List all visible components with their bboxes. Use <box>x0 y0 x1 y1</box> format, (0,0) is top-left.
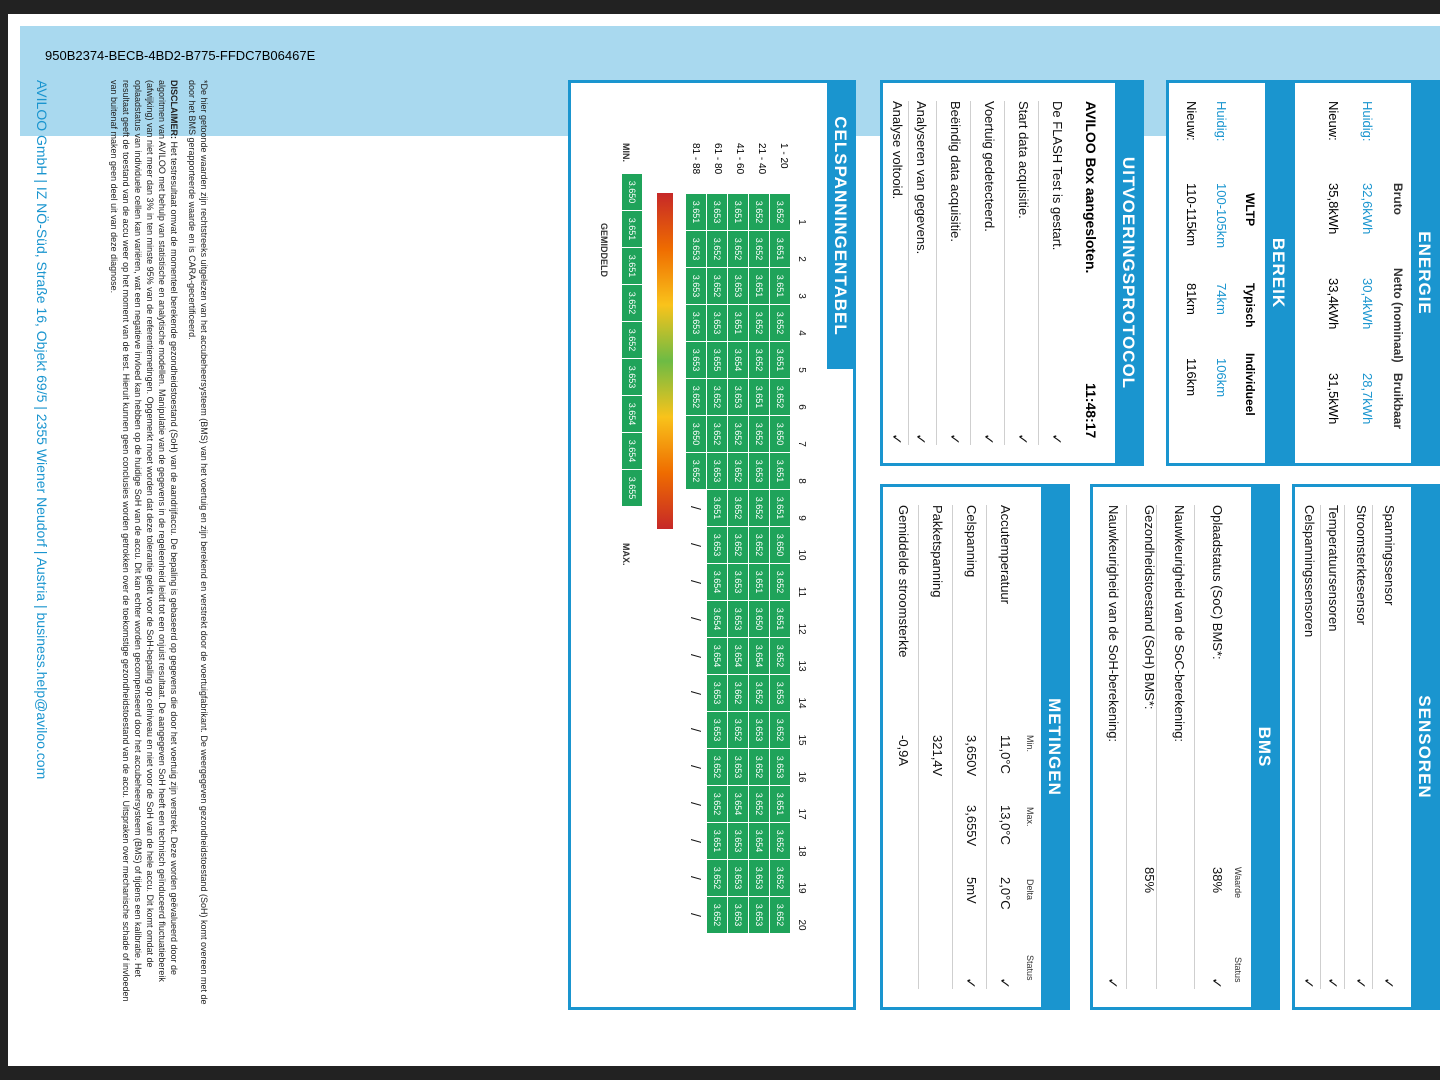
cell-voltage: 3.653 <box>728 564 749 601</box>
cell-voltage: 3.651 <box>770 268 791 305</box>
cell-voltage: 3.652 <box>770 897 791 934</box>
check-icon: ✓ <box>981 433 997 445</box>
cell-voltage: 3.653 <box>749 453 770 490</box>
bms-panel <box>1090 484 1280 1010</box>
legend-value: 3.654 <box>622 433 643 470</box>
bms-row: Gezondheidstoestand (SoH) BMS*: 85% <box>1126 505 1157 989</box>
cell-voltage: 3.650 <box>749 601 770 638</box>
bms-row: Nauwkeurigheid van de SoH-berekening: ✓ <box>1105 505 1121 989</box>
cell-voltage: 3.653 <box>728 268 749 305</box>
cell-row-label: 81 - 88 <box>690 143 701 175</box>
cell-voltage: 3.654 <box>728 342 749 379</box>
cell-column-number: 8 <box>792 463 813 500</box>
cell-voltage: 3.651 <box>770 231 791 268</box>
cell-voltage: 3.652 <box>749 194 770 231</box>
cell-voltage: 3.654 <box>707 638 728 675</box>
cell-voltage: 3.652 <box>770 823 791 860</box>
bms-col-status: Status <box>1233 957 1243 983</box>
check-icon: ✓ <box>913 433 929 445</box>
cell-row <box>686 194 707 934</box>
cell-voltage: 3.653 <box>770 749 791 786</box>
legend-value: 3.651 <box>622 248 643 285</box>
cell-voltage: 3.652 <box>686 453 707 490</box>
cell-column-number: 2 <box>792 241 813 278</box>
cell-column-number: 4 <box>792 315 813 352</box>
cell-column-number: 17 <box>792 796 813 833</box>
cell-voltage: 3.651 <box>707 490 728 527</box>
cell-voltage: 3.652 <box>728 453 749 490</box>
bms-row: Oplaadstatus (SoC) BMS*: 38% ✓ <box>1194 505 1225 989</box>
cell-voltage: 3.652 <box>749 305 770 342</box>
cell-column-number: 13 <box>792 648 813 685</box>
cell-voltage: 3.651 <box>770 490 791 527</box>
cell-voltage: 3.651 <box>770 601 791 638</box>
cell-voltage: 3.652 <box>749 675 770 712</box>
cell-voltage: 3.653 <box>707 712 728 749</box>
cell-voltage: 3.662 <box>728 675 749 712</box>
cell-voltage-title: CELSPANNINGENTABEL <box>827 83 853 369</box>
cell-voltage: 3.653 <box>686 305 707 342</box>
cell-voltage: 3.653 <box>728 601 749 638</box>
cell-voltage: 3.653 <box>728 860 749 897</box>
metingen-col-min: Min. <box>1025 735 1035 753</box>
cell-column-number: 20 <box>792 907 813 944</box>
cell-voltage: 3.653 <box>728 379 749 416</box>
metingen-row: Accutemperatuur 11,0°C 13,0°C 2,0°C ✓ <box>986 505 1013 989</box>
cell-column-number: 19 <box>792 870 813 907</box>
sensor-item: Temperatuursensoren ✓ <box>1320 505 1341 989</box>
check-icon: ✓ <box>997 977 1013 989</box>
energie-value: 35,8kWh <box>1326 183 1341 235</box>
check-icon: ✓ <box>1325 977 1341 989</box>
disclaimer-label: DISCLAIMER: <box>169 80 179 139</box>
cell-voltage: 3.652 <box>707 231 728 268</box>
check-icon: ✓ <box>1015 433 1031 445</box>
energie-value: 31,5kWh <box>1326 373 1341 425</box>
cell-voltage: 3.652 <box>749 786 770 823</box>
cell-column-number: 9 <box>792 500 813 537</box>
cell-voltage: 3.652 <box>728 490 749 527</box>
cell-column-number: 1 <box>792 204 813 241</box>
cell-voltage: 3.654 <box>749 823 770 860</box>
cell-column-number: 10 <box>792 537 813 574</box>
check-icon: ✓ <box>963 977 979 989</box>
check-icon: ✓ <box>1353 977 1369 989</box>
cell-voltage: / <box>686 823 707 860</box>
check-icon: ✓ <box>1105 977 1121 989</box>
cell-voltage: / <box>686 749 707 786</box>
energie-panel <box>1292 80 1440 466</box>
metingen-row: Celspanning 3,650V 3,655V 5mV ✓ <box>952 505 979 989</box>
check-icon: ✓ <box>1209 977 1225 989</box>
cell-voltage: 3.652 <box>749 416 770 453</box>
cell-voltage: 3.653 <box>686 342 707 379</box>
rotated-report-content <box>8 14 1440 1066</box>
company-footer: AVILOO GmbH | IZ NÖ-Süd, Straße 16, Objekt 69/5 | 2355 Wiener Neudorf | Austria | business.help@aviloo.com <box>34 80 50 780</box>
cell-voltage: 3.652 <box>749 342 770 379</box>
cell-voltage: 3.652 <box>749 231 770 268</box>
voltage-color-scale <box>657 193 673 529</box>
cell-column-number: 14 <box>792 685 813 722</box>
cell-voltage: 3.651 <box>770 453 791 490</box>
cell-voltage: 3.652 <box>770 860 791 897</box>
bms-title: BMS <box>1251 487 1277 1007</box>
cell-voltage: / <box>686 601 707 638</box>
energie-value: 30,4kWh <box>1360 278 1375 330</box>
protocol-panel <box>880 80 1144 466</box>
cell-voltage: 3.652 <box>728 712 749 749</box>
cell-voltage: / <box>686 564 707 601</box>
metingen-col-max: Max. <box>1025 807 1035 827</box>
energie-value: 32,6kWh <box>1360 183 1375 235</box>
bereik-row-label: Nieuw: <box>1184 101 1199 141</box>
protocol-step: Voertuig gedetecteerd. ✓ <box>970 101 997 445</box>
cell-row <box>749 194 770 934</box>
check-icon: ✓ <box>889 433 905 445</box>
cell-voltage: 3.653 <box>749 712 770 749</box>
cell-voltage: 3.653 <box>707 675 728 712</box>
cell-voltage: 3.655 <box>707 342 728 379</box>
cell-row-label: 21 - 40 <box>756 143 767 175</box>
cell-column-number: 16 <box>792 759 813 796</box>
legend-value: 3.653 <box>622 359 643 396</box>
cell-voltage: / <box>686 860 707 897</box>
cell-voltage: 3.650 <box>770 416 791 453</box>
metingen-title: METINGEN <box>1041 487 1067 1007</box>
cell-voltage: 3.652 <box>728 416 749 453</box>
cell-column-number: 18 <box>792 833 813 870</box>
energie-row-label: Huidig: <box>1360 101 1375 142</box>
cell-voltage: 3.654 <box>728 786 749 823</box>
cell-voltage: 3.651 <box>728 194 749 231</box>
bereik-value: 116km <box>1184 358 1199 397</box>
energie-value: 33,4kWh <box>1326 278 1341 330</box>
protocol-title: UITVOERINGSPROTOCOL <box>1115 83 1141 463</box>
metingen-col-status: Status <box>1025 955 1035 981</box>
cell-voltage: 3.652 <box>728 231 749 268</box>
cell-voltage: / <box>686 527 707 564</box>
protocol-header: AVILOO Box aangesloten. <box>1083 101 1099 274</box>
cell-voltage: 3.652 <box>770 379 791 416</box>
bereik-col-1: WLTP <box>1243 193 1257 227</box>
bereik-col-3: Individueel <box>1243 353 1257 416</box>
cell-column-number: 6 <box>792 389 813 426</box>
cell-column-number: 12 <box>792 611 813 648</box>
cell-voltage: 3.652 <box>707 860 728 897</box>
legend-value: 3.652 <box>622 285 643 322</box>
cell-voltage: 3.652 <box>749 527 770 564</box>
cell-voltage: 3.652 <box>707 416 728 453</box>
cell-voltage: 3.654 <box>707 601 728 638</box>
cell-voltage: / <box>686 490 707 527</box>
cell-voltage: 3.651 <box>749 379 770 416</box>
cell-row <box>728 194 749 934</box>
cell-voltage: 3.651 <box>770 786 791 823</box>
legend-max-label: MAX. <box>621 543 631 566</box>
bereik-row-label: Huidig: <box>1214 101 1229 142</box>
cell-voltage: 3.650 <box>770 527 791 564</box>
cell-voltage: 3.651 <box>770 342 791 379</box>
cell-voltage: 3.652 <box>707 749 728 786</box>
protocol-step: Analyseren van gegevens. ✓ <box>908 101 929 445</box>
legend-value: 3.651 <box>622 211 643 248</box>
cell-voltage: 3.653 <box>707 194 728 231</box>
bereik-value: 74km <box>1214 283 1229 315</box>
cell-voltage: 3.653 <box>728 897 749 934</box>
cell-voltage: 3.652 <box>707 897 728 934</box>
cell-voltage: 3.653 <box>707 453 728 490</box>
check-icon: ✓ <box>1381 977 1397 989</box>
cell-voltage: 3.651 <box>707 823 728 860</box>
check-icon: ✓ <box>1049 433 1065 445</box>
metingen-row: Gemiddelde stroomsterkte -0,9A <box>896 505 911 767</box>
legend-average-label: GEMIDDELD <box>599 223 609 277</box>
legend-value: 3.652 <box>622 322 643 359</box>
protocol-step: Analyse voltooid. ✓ <box>889 101 905 445</box>
disclaimer <box>108 80 180 1010</box>
cell-row-label: 1 - 20 <box>778 143 789 169</box>
cell-voltage: / <box>686 675 707 712</box>
cell-voltage-panel <box>568 80 856 1010</box>
cell-voltage: 3.652 <box>707 379 728 416</box>
cell-column-numbers <box>791 203 813 944</box>
energie-col-1: Bruto <box>1391 183 1405 215</box>
cell-voltage: 3.652 <box>770 712 791 749</box>
energie-col-2: Netto (nominaal) <box>1391 268 1405 363</box>
cell-row <box>707 194 728 934</box>
cell-voltage: 3.651 <box>686 194 707 231</box>
cell-voltage: 3.652 <box>707 786 728 823</box>
legend-value: 3.650 <box>622 174 643 211</box>
bereik-value: 110-115km <box>1184 183 1199 247</box>
document-id: 950B2374-BECB-4BD2-B775-FFDC7B06467E <box>45 48 316 63</box>
cell-row-label: 41 - 60 <box>734 143 745 175</box>
legend-values <box>621 173 643 507</box>
cell-voltage: 3.654 <box>728 638 749 675</box>
cell-voltage: 3.654 <box>749 638 770 675</box>
check-icon: ✓ <box>947 433 963 445</box>
bereik-col-2: Typisch <box>1243 283 1257 328</box>
cell-voltage: 3.652 <box>770 564 791 601</box>
metingen-col-delta: Delta <box>1025 879 1035 901</box>
cell-row-label: 61 - 80 <box>712 143 723 175</box>
bms-row: Nauwkeurigheid van de SoC-berekening: <box>1156 505 1187 989</box>
cell-voltage: 3.653 <box>728 823 749 860</box>
protocol-time: 11:48:17 <box>1083 383 1099 439</box>
bereik-value: 81km <box>1184 283 1199 315</box>
cell-voltage: / <box>686 712 707 749</box>
bereik-panel <box>1166 80 1294 466</box>
bms-col-value: Waarde <box>1233 867 1243 899</box>
cell-voltage: 3.653 <box>707 527 728 564</box>
report-sheet <box>8 14 1440 1066</box>
cell-voltage: 3.650 <box>686 416 707 453</box>
cell-voltage: 3.653 <box>686 231 707 268</box>
sensoren-panel <box>1292 484 1440 1010</box>
cell-voltage: 3.652 <box>749 490 770 527</box>
sensor-item: Celspanningssensoren ✓ <box>1301 505 1317 989</box>
cell-voltage: 3.654 <box>707 564 728 601</box>
energie-col-3: Bruikbaar <box>1391 373 1405 430</box>
metingen-panel <box>880 484 1070 1010</box>
sensoren-title: SENSOREN <box>1411 487 1437 1007</box>
cell-voltage: 3.653 <box>707 305 728 342</box>
check-icon: ✓ <box>1301 977 1317 989</box>
cell-voltage: 3.652 <box>686 379 707 416</box>
cell-voltage: 3.651 <box>749 564 770 601</box>
protocol-step: Beëindig data acquisitie. ✓ <box>936 101 963 445</box>
cell-voltage-grid <box>685 193 791 934</box>
cell-voltage: 3.653 <box>770 675 791 712</box>
legend-value: 3.655 <box>622 470 643 507</box>
cell-voltage: 3.653 <box>686 268 707 305</box>
cell-voltage: 3.651 <box>749 268 770 305</box>
cell-row-labels <box>679 143 789 174</box>
cell-voltage: 3.653 <box>728 749 749 786</box>
cell-voltage: 3.652 <box>770 638 791 675</box>
metingen-row: Pakketspanning 321,4V <box>918 505 945 989</box>
protocol-step: Start data acquisitie. ✓ <box>1004 101 1031 445</box>
cell-voltage: / <box>686 786 707 823</box>
bereik-value: 106km <box>1214 358 1229 398</box>
bereik-value: 100-105km <box>1214 183 1229 249</box>
energie-value: 28,7kWh <box>1360 373 1375 425</box>
protocol-step: De FLASH Test is gestart. ✓ <box>1038 101 1065 445</box>
cell-voltage: 3.652 <box>749 749 770 786</box>
cell-voltage: 3.652 <box>770 305 791 342</box>
cell-voltage: 3.653 <box>749 860 770 897</box>
energie-title: ENERGIE <box>1411 83 1437 463</box>
cell-voltage: / <box>686 638 707 675</box>
cell-voltage: 3.653 <box>749 897 770 934</box>
legend-min-label: MIN. <box>621 143 631 162</box>
cell-voltage: 3.651 <box>728 305 749 342</box>
cell-column-number: 3 <box>792 278 813 315</box>
energie-row-label: Nieuw: <box>1326 101 1341 141</box>
cell-voltage: / <box>686 897 707 934</box>
cell-column-number: 15 <box>792 722 813 759</box>
disclaimer-text: Het testresultaat omvat de momenteel berekende gezondheidstoestand (SoH) van de aandrijfaccu. De bepaling is gebaseerd op gegevens die door het voertuig zijn verstrekt. Deze worden geëvalueerd door de algoritmen van AVILOO met behulp van statistische en analytische modellen. Manipulatie van de gegevens in de regeleenheid leidt tot een onjuist resultaat. De aangegeven SoH heeft een technisch geïnduceerd fluctuatiebereik (afwijking) van niet meer dan 3% in ten minste 95% van de referentiemetingen. Opgemerkt moet worden dat deze tolerantie geldt voor de SoH-bepaling op celniveau en niet voor de SoH van de hele accu. Dit komt omdat de oplaadstatus van individuele cellen kan variëren, wat een negatieve invloed kan hebben op de huidige SoH van de accu. Dit kan echter worden gecompenseerd door het accubeheersysteem (BMS) of tijdens een kalibratie. Het resultaat geeft de toestand van de accu weer op het moment van de test. Hieruit kunnen geen conclusies worden getrokken over de toekomstige gezondheidstoestand van de accu. Uitspraken over mechanische schade of invloeden van buitenaf maken geen deel uit van deze diagnose. <box>109 80 179 1002</box>
footnote: *De hier getoonde waarden zijn rechtstreeks uitgelezen van het accubeheersysteem (BMS) van het voertuig en zijn berekend en verstrekt door de voertuigfabrikant. De weergegeven gezondheidstoestand (SoH) komt overeen met de door het BMS gerapporteerde waarde en is CARA-gecertificeerd. <box>187 80 209 1005</box>
cell-column-number: 7 <box>792 426 813 463</box>
sensor-item: Spanningssensor ✓ <box>1372 505 1397 989</box>
sensor-item: Stroomsterktesensor ✓ <box>1344 505 1369 989</box>
cell-column-number: 11 <box>792 574 813 611</box>
cell-voltage: 3.652 <box>707 268 728 305</box>
cell-column-number: 5 <box>792 352 813 389</box>
cell-voltage: 3.652 <box>728 527 749 564</box>
legend-value: 3.654 <box>622 396 643 433</box>
cell-row <box>770 194 791 934</box>
bereik-title: BEREIK <box>1265 83 1291 463</box>
cell-voltage: 3.652 <box>770 194 791 231</box>
